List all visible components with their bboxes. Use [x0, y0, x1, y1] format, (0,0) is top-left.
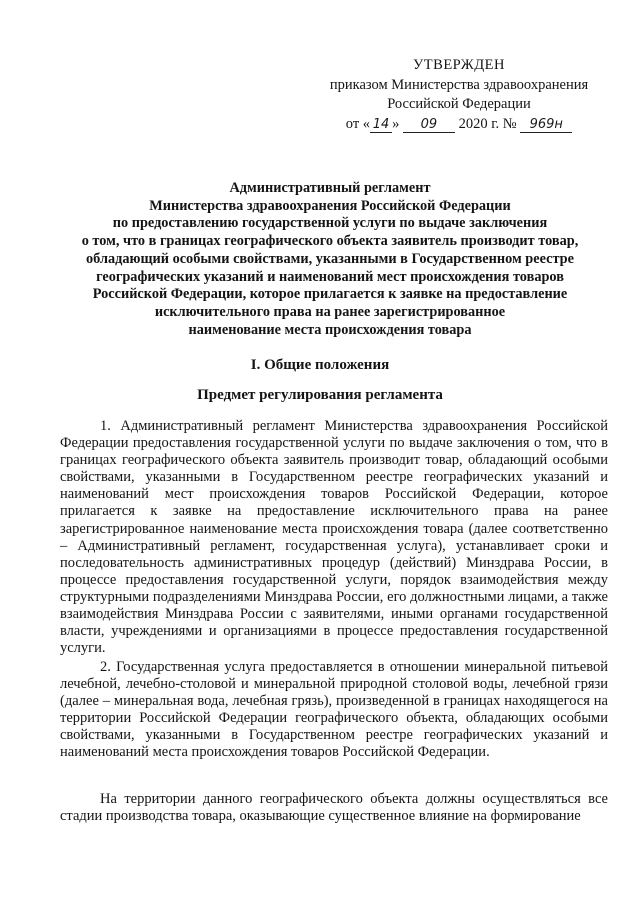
paragraph-1 — [60, 418, 608, 657]
order-year: 2020 г. № — [454, 115, 521, 132]
approval-stamp — [314, 56, 604, 134]
paragraph-text: На территории данного географического объекта должны осуществляться все стадии производства товара, оказывающие существенное влияние на формирование — [60, 791, 608, 825]
section-subheading: Предмет регулирования регламента — [197, 387, 443, 403]
regulation-title-line: о том, что в границах географического объекта заявитель производит товар, — [81, 233, 579, 250]
paragraph-text: 1. Административный регламент Министерства здравоохранения Российской Федерации предоставления государственной услуги по выдаче заключения о том, что в границах географического объекта заявитель производит товар, обладающий особыми свойствами, указанными в Государственном реестре географических указаний и наименований мест происхождения товаров Российской Федерации, которое прилагается к заявке на предоставление исключительного права на ранее зарегистрированное наименование места происхождения товара (далее соответственно – Административный регламент, государственная услуга), устанавливает сроки и последовательность административных процедур (действий) Минздрава России, в процессе предоставления государственной услуги, порядок взаимодействия между структурными подразделениями Минздрава России, его должностными лицами, а также взаимодействия Минздрава России с заявителями, иными органами государственной власти, учреждениями и организациями в процессе предоставления государственной услуги. — [60, 418, 608, 657]
approval-title: УТВЕРЖДЕН — [413, 57, 505, 73]
regulation-title-line: географических указаний и наименований мест происхождения товаров — [96, 268, 564, 285]
regulation-title-line: по предоставлению государственной услуги по выдаче заключения — [112, 215, 548, 232]
order-date-number — [314, 115, 604, 135]
regulation-title-line: Административный регламент — [229, 180, 431, 196]
order-number-handwritten: 969н — [520, 118, 572, 133]
approval-order-line2: Российской Федерации — [387, 96, 531, 112]
regulation-title-line: наименование места происхождения товара — [188, 321, 472, 338]
order-month-handwritten: 09 — [403, 118, 455, 133]
paragraph-2 — [60, 659, 608, 762]
paragraph-3 — [60, 791, 608, 825]
regulation-title-line: исключительного права на ранее зарегистрированное — [154, 303, 506, 320]
section-heading: I. Общие положения — [250, 357, 390, 373]
order-date-prefix: от « — [345, 115, 371, 132]
regulation-title-line: Министерства здравоохранения Российской Федерации — [149, 197, 511, 214]
regulation-title-line: обладающий особыми свойствами, указанными в Государственном реестре — [86, 250, 574, 267]
order-date-separator: » — [392, 115, 403, 132]
paragraph-text: 2. Государственная услуга предоставляется в отношении минеральной питьевой лечебной, лечебно-столовой и минеральной природной столовой воды, лечебной грязи (далее – минеральная вода, лечебная грязь), произведенной в границах находящегося на территории Российской Федерации географического объекта, обладающих особыми свойствами, указанными в Государственном реестре географических указаний и наименований места происхождения товаров Российской Федерации. — [60, 659, 608, 761]
approval-order-line1: приказом Министерства здравоохранения — [329, 76, 589, 93]
order-day-handwritten: 14 — [370, 118, 392, 133]
regulation-title — [60, 180, 600, 339]
regulation-title-line: Российской Федерации, которое прилагается к заявке на предоставление — [92, 286, 568, 303]
